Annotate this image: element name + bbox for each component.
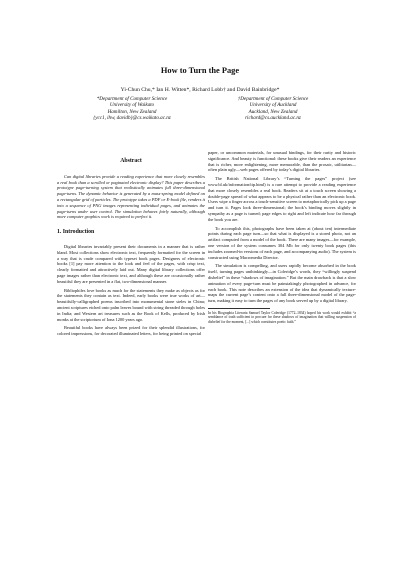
intro-paragraph: Beautiful books have always been prized for their splendid illustrations, for colored impressions, for decorated illuminated letters, for being printed on special (57, 325, 205, 337)
affiliation-department: †Department of Computer Science (237, 96, 309, 102)
footnote-divider (208, 308, 270, 309)
intro-paragraph: Digital libraries invariably present their documents in a manner that is rather bland. Most collections show electronic text, frequently formatted for the screen in a way that is crude compared with typeset book pages. Designers of electronic books [1] pay more attention to the look and feel of the pages, with crisp text, clearly formatted and attractively laid out. Many digital library collections offer page images rather than electronic text, and although these are occasionally rather beautiful they are presented in a flat, two-dimensional manner. (57, 243, 205, 284)
left-column (57, 153, 205, 340)
affiliation-email: richard@cs.auckland.ac.nz (245, 115, 301, 122)
intro-paragraph: Bibliophiles love books as much for the statements they make as objects as for the statements they contain as text. Indeed, early books were true works of art—beautifully-calligraphed poems inscribed into monumental stone steles in China; ancient scriptures etched onto palm leaves bound with string threaded through holes in India; and Western art treasures such as the Book of Kells, produced by Irish monks at the scriptorium of Iona 1200 years ago. (57, 287, 205, 322)
affiliation-waikato (52, 96, 212, 122)
body-paragraph: paper, or uncommon materials, for unusual bindings, for their rarity and historic significance. And beauty is functional: these books give their readers an experience that is richer, more enlightening, more memorable, than the prosaic, utilitarian—often plain ugly—web pages offered by today’s digital libraries. (208, 150, 356, 173)
author-list: Yi-Chun Chu,* Ian H. Witten*, Richard Lobb† and David Bainbridge* (120, 87, 280, 93)
affiliation-university: University of Waikato (109, 102, 155, 109)
affiliation-email: {ycc1, ihw, davidb}@cs.waikato.ac.nz (93, 115, 171, 122)
body-paragraph: The simulation is compelling, and users rapidly become absorbed in the book itself, turning pages unthinkingly—in Coleridge’s words, they “willingly suspend disbelief” in these “shadows of imagination.” But the main drawback is that a slow animation of every page-turn must be painstakingly photographed in advance, for each book. This note describes an extension of the idea that dynamically texture-maps the current page’s content onto a full three-dimensional model of the page-turn, making it easy to turn the pages of any book served up by a digital library. (208, 263, 356, 304)
introduction-heading: 1. Introduction (57, 229, 95, 236)
footnote: In his Biographia Literaria Samuel Taylor Coleridge (1772–1834) hoped his work would exhibit “a semblance of truth sufficient to procure for these shadows of imagination that willing suspension of disbelief for the moment, [...] which constitutes poetic faith.” (208, 310, 356, 324)
right-column (208, 150, 356, 327)
affiliation-university: University of Auckland (249, 102, 297, 109)
paper-title: How to Turn the Page (160, 66, 240, 75)
affiliation-department: *Department of Computer Science (96, 96, 168, 102)
affiliation-city: Hamilton, New Zealand (107, 108, 157, 115)
affiliation-city: Auckland, New Zealand (248, 108, 298, 115)
abstract-heading: Abstract (120, 158, 142, 164)
body-paragraph: The British National Library’s “Turning the pages” project (see www.bl.uk/information/ttp.html) is a rare attempt to provide a reading experience that more closely resembles a real book. Readers sit at a touch screen showing a double-page spread of what appears to be a physical rather than an electronic book. Users wipe a finger across a touch-sensitive screen to metaphorically pick up a page and turn it. Pages look three-dimensional; the book’s binding moves slightly in sympathy as a page is turned; page edges to right and left indicate how far through the book you are. (208, 176, 356, 222)
affiliation-auckland (193, 96, 353, 122)
abstract-text: Can digital libraries provide a reading experience that more closely resembles a real book than a scrolled or paginated electronic display? This paper describes a prototype page-turning system that realistically animates full three-dimensional page-turns. The dynamic behavior is generated by a mass-spring model defined on a rectangular grid of particles. The prototype takes a PDF or E-book file, renders it into a sequence of PNG images representing individual pages, and animates the page-turns under user control. The simulation behaves fairly naturally, although more computer graphics work is required to perfect it. (57, 173, 205, 220)
body-paragraph: To accomplish this, photographs have been taken at (about ten) intermediate points during each page turn—so that what is displayed is a stored photo, not an artifact computed from a model of the book. There are many images—for example, one version of the system consumes 304 Mb for only twenty book pages (this includes zoomed-in versions of each page, and accompanying audio). The system is constructed using Macromedia Director. (208, 225, 356, 260)
